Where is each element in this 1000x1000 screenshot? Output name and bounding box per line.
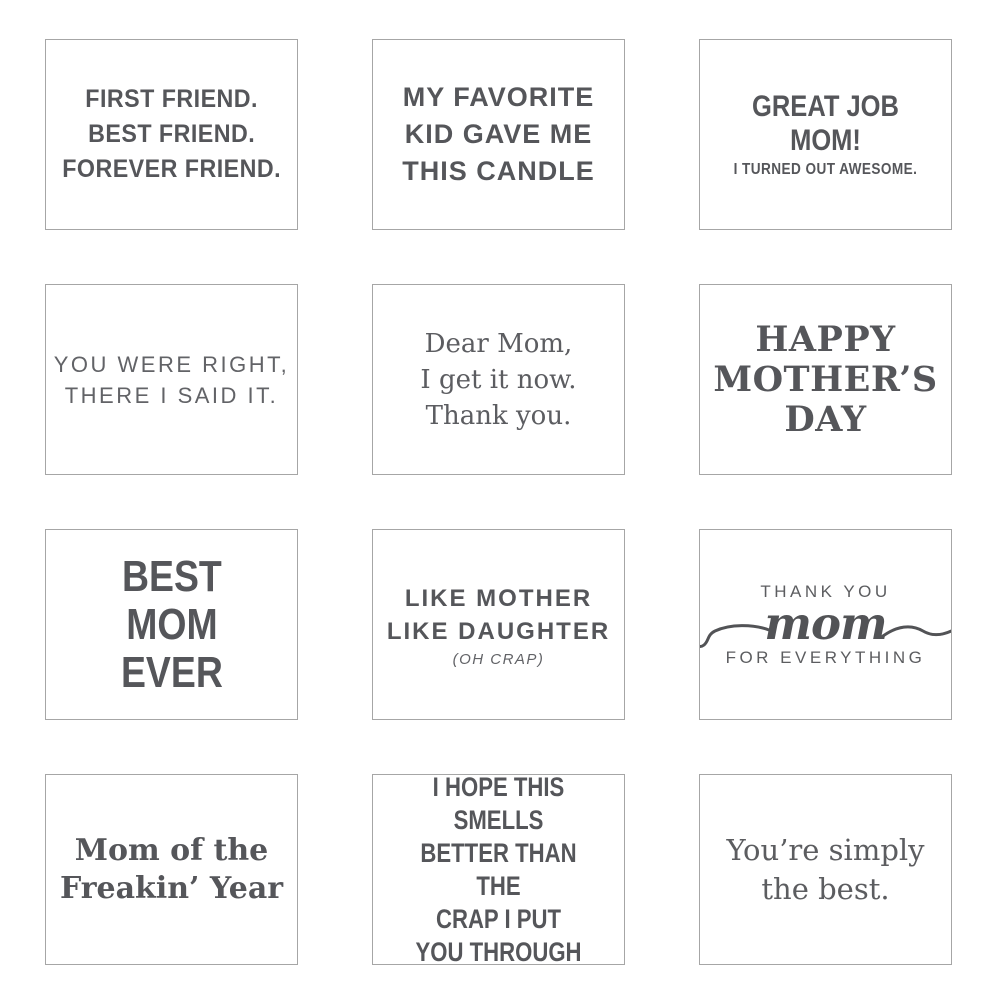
card-line: Dear Mom,: [424, 328, 573, 359]
card-line: THIS CANDLE: [402, 156, 595, 186]
card-line: DAY: [784, 398, 867, 440]
card-happy-mothers-day: [699, 284, 952, 475]
card-text: [713, 320, 937, 440]
card-line: Mom of the: [74, 832, 269, 868]
script-row: [699, 596, 952, 650]
card-text: [60, 832, 283, 908]
card-favorite-kid: [372, 39, 625, 230]
card-line: EVER: [120, 647, 223, 697]
card-text: [420, 326, 576, 434]
card-line: FOREVER FRIEND.: [62, 155, 281, 183]
card-text: [54, 349, 290, 411]
card-subtitle: I TURNED OUT AWESOME.: [733, 160, 918, 178]
card-line: FIRST FRIEND.: [85, 85, 258, 113]
swash-right-icon: [881, 610, 952, 654]
card-line: BEST FRIEND.: [87, 120, 256, 148]
script-word: mom: [764, 596, 887, 650]
card-text: [62, 82, 281, 187]
card-line: CRAP I PUT: [435, 903, 562, 934]
card-line: the best.: [761, 871, 890, 906]
card-line: BETTER THAN THE: [420, 837, 577, 901]
card-great-job-mom: [699, 39, 952, 230]
card-like-mother: [372, 529, 625, 720]
card-simply-the-best: [699, 774, 952, 965]
card-line: BEST: [121, 551, 222, 601]
card-line: MY FAVORITE: [402, 82, 595, 112]
swash-left-icon: [699, 610, 770, 654]
card-mom-of-the-year: [45, 774, 298, 965]
card-line: FOR EVERYTHING: [725, 647, 926, 667]
card-line: YOU WERE RIGHT,: [53, 351, 290, 377]
card-text: [699, 582, 952, 668]
card-line: I HOPE THIS SMELLS: [432, 774, 565, 835]
card-text: [121, 553, 223, 697]
card-you-were-right: [45, 284, 298, 475]
card-text: [402, 79, 595, 190]
card-line: YOU THROUGH: [415, 936, 582, 965]
card-text: [726, 831, 924, 909]
card-thank-you-mom: [699, 529, 952, 720]
card-best-mom-ever: [45, 529, 298, 720]
card-line: MOM: [125, 599, 218, 649]
card-line: MOTHER’S: [713, 358, 938, 400]
card-line: LIKE DAUGHTER: [386, 617, 611, 645]
card-line: HAPPY: [755, 318, 896, 360]
card-line: You’re simply: [726, 832, 925, 867]
card-text: [387, 582, 610, 668]
card-smells-better: [372, 774, 625, 965]
card-title: GREAT JOB MOM!: [752, 89, 899, 157]
card-line: LIKE MOTHER: [404, 584, 593, 612]
card-line: THERE I SAID IT.: [64, 382, 279, 408]
card-line: Thank you.: [425, 400, 572, 431]
card-line: KID GAVE ME: [404, 119, 593, 149]
card-grid: [45, 39, 952, 965]
card-subtitle: (OH CRAP): [452, 650, 545, 668]
card-text: [719, 90, 932, 180]
card-text: [396, 774, 602, 965]
card-dear-mom: [372, 284, 625, 475]
card-line: THANK YOU: [760, 581, 891, 601]
card-line: Freakin’ Year: [59, 870, 284, 906]
card-line: I get it now.: [420, 364, 577, 395]
card-first-friend: [45, 39, 298, 230]
